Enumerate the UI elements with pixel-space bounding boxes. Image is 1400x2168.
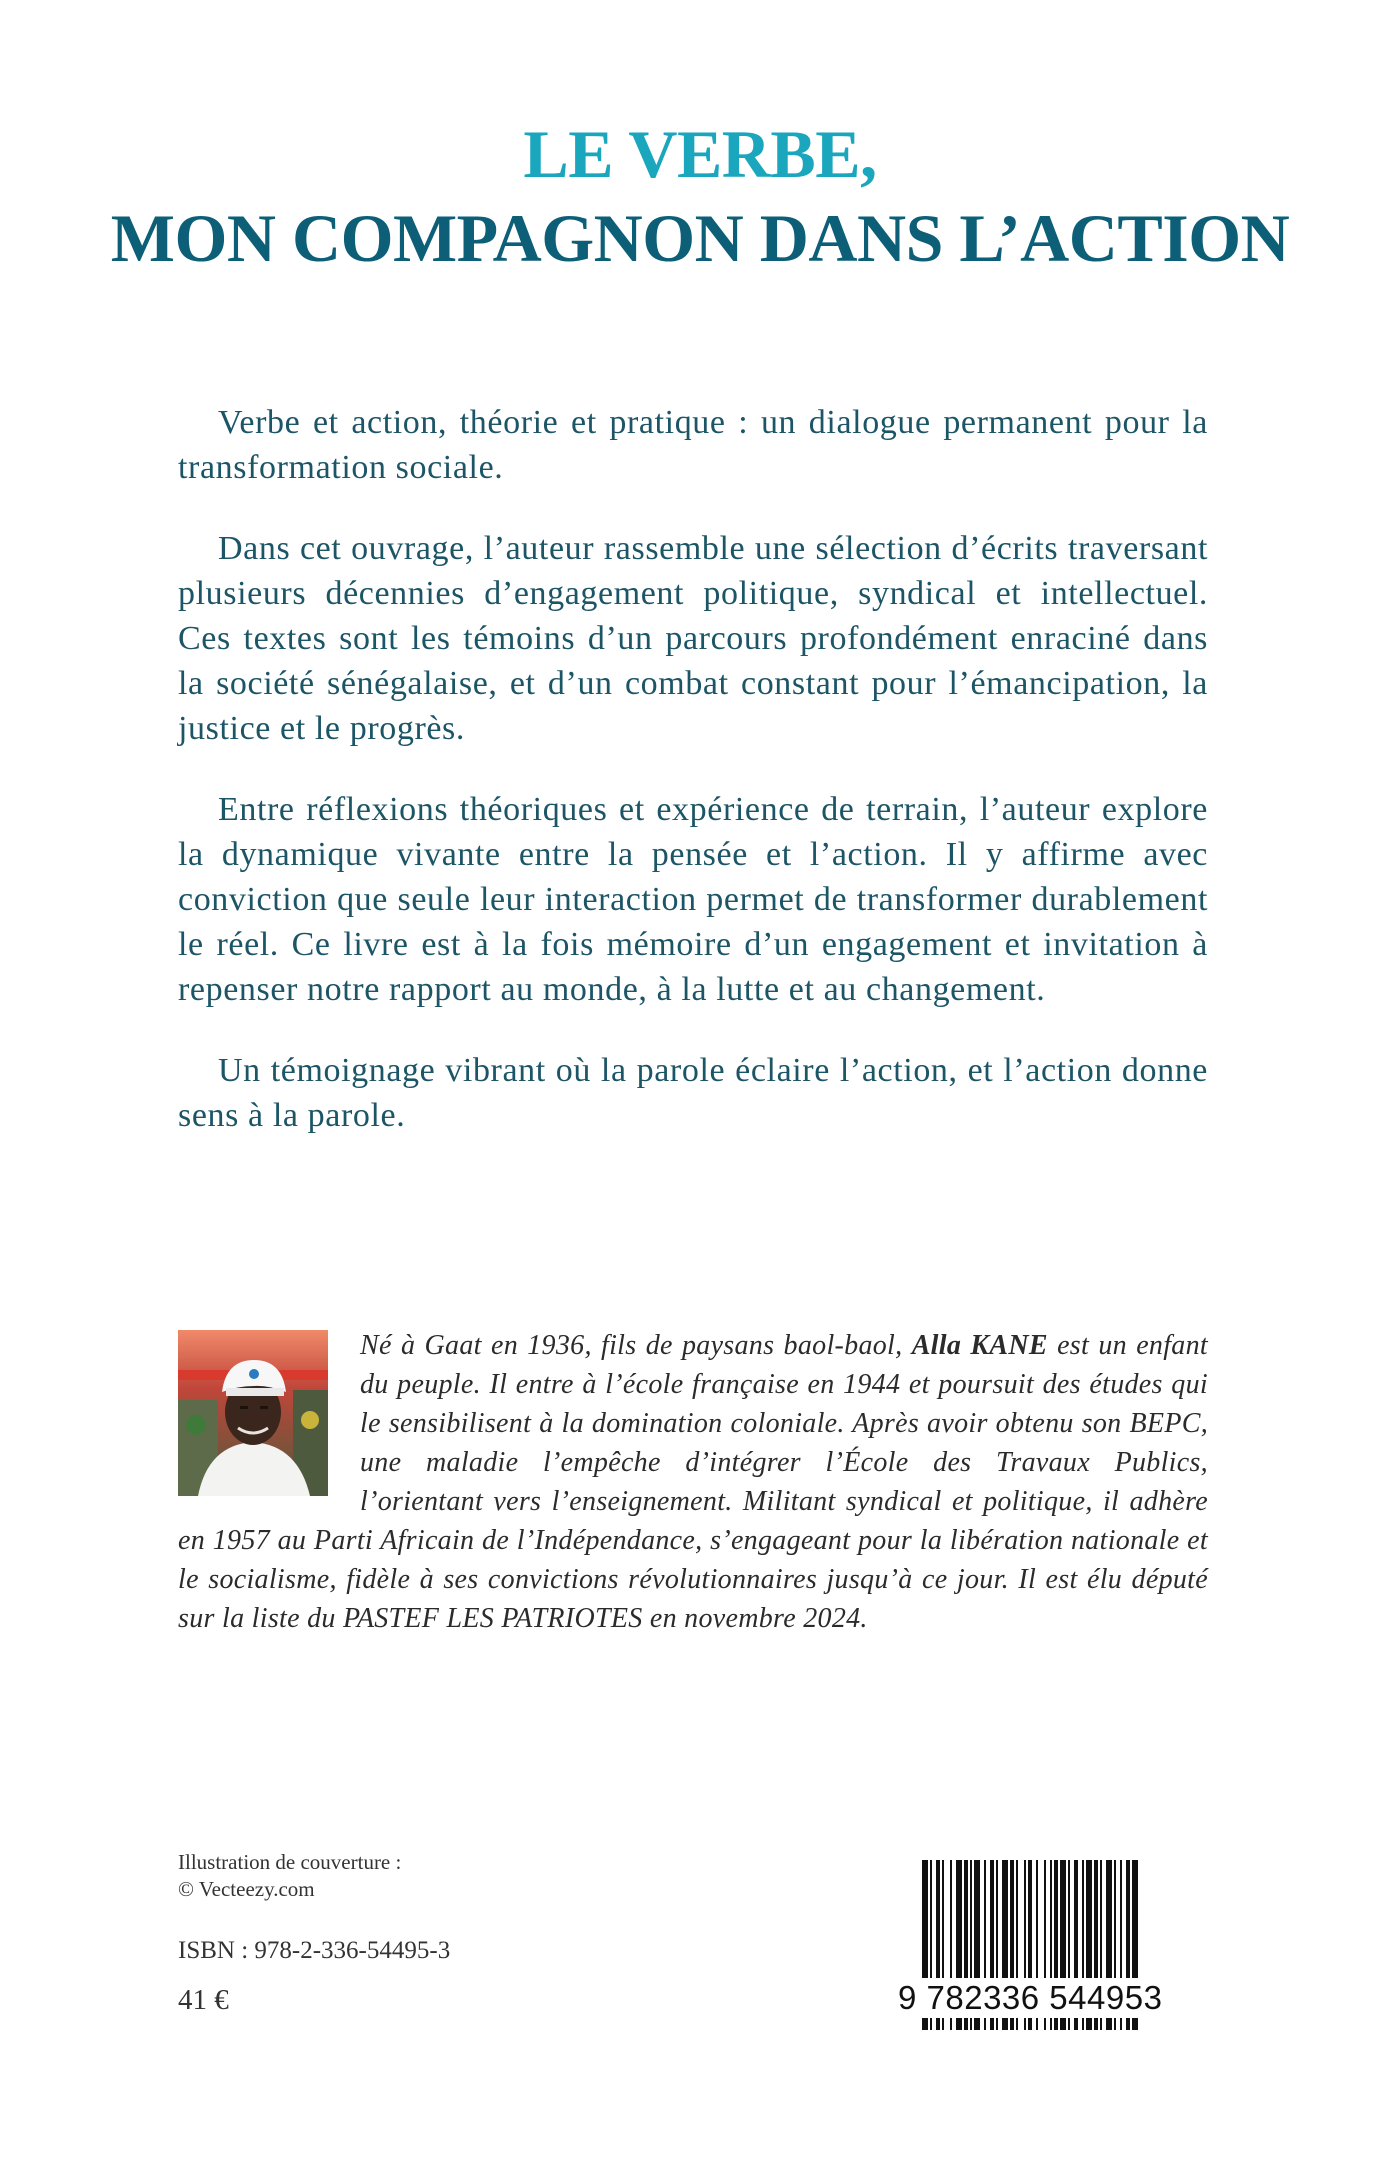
cover-credit-line-2: © Vecteezy.com [178, 1877, 315, 1901]
blurb-paragraph: Dans cet ouvrage, l’auteur rassemble une sélection d’écrits traversant plusieurs décennies d’engagement politique, syndical et intellectuel. Ces textes sont les témoins d’un parcours profondément enraciné dans la société sénégalaise, et d’un combat constant pour l’émancipation, la justice et le progrès. [178, 530, 1208, 747]
author-bio [178, 1326, 1208, 1638]
book-title [0, 112, 1400, 280]
cover-credit [178, 1849, 401, 1903]
author-photo [178, 1330, 328, 1496]
isbn: ISBN : 978-2-336-54495-3 [178, 1937, 451, 1964]
blurb-paragraph: Entre réflexions théoriques et expérience de terrain, l’auteur explore la dynamique vivante entre la pensée et l’action. Il y affirme avec conviction que seule leur interaction permet de transformer durablement le réel. Ce livre est à la fois mémoire d’un engagement et invitation à repenser notre rapport au monde, à la lutte et au changement. [178, 791, 1208, 1008]
cover-credit-line-1: Illustration de couverture : [178, 1850, 402, 1874]
barcode-digits: 9 782336 544953 [898, 1978, 1208, 2018]
title-line-2: MON COMPAGNON DANS L’ACTION [110, 200, 1290, 276]
title-line-1: LE VERBE, [523, 116, 877, 192]
bio-text-rest: est un enfant du peuple. Il entre à l’école française en 1944 et poursuit des études qui le sensibilisent à la domination coloniale. Après avoir obtenu son BEPC, une maladie l’empêche d’intégrer l’École des Travaux Publics, l’orientant vers l’enseignement. Militant syndical et politique, il adhère en 1957 au Parti Africain de l’Indépendance, s’engageant pour la libération nationale et le socialisme, fidèle à ses convictions révolutionnaires jusqu’à ce jour. Il est élu député sur la liste du PASTEF LES PATRIOTES en novembre 2024. [178, 1330, 1208, 1634]
bio-text-start: Né à Gaat en 1936, fils de paysans baol-baol, [360, 1330, 912, 1361]
blurb-paragraph: Un témoignage vibrant où la parole éclaire l’action, et l’action donne sens à la parole. [178, 1052, 1208, 1134]
blurb [178, 400, 1208, 1174]
author-name: Alla KANE [911, 1330, 1048, 1361]
price: 41 € [178, 1984, 229, 2016]
blurb-paragraph: Verbe et action, théorie et pratique : un dialogue permanent pour la transformation sociale. [178, 404, 1208, 486]
